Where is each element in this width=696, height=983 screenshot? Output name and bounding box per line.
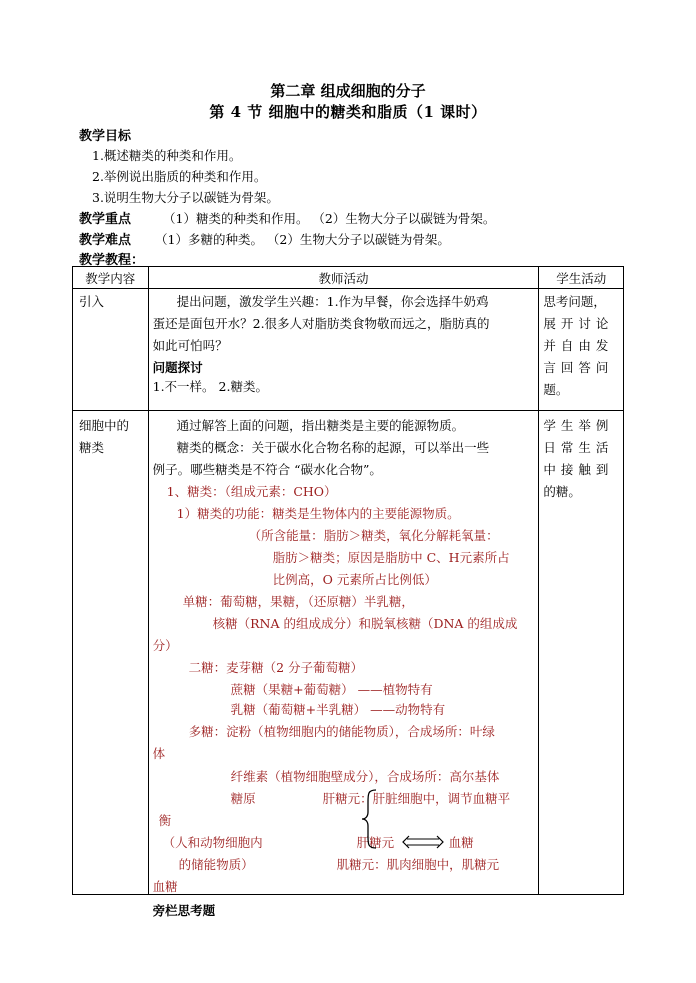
monosaccharide-line: 单糖：葡萄糖，果糖，（还原糖）半乳糖， bbox=[182, 594, 414, 609]
row1-student-line: 并自由发 bbox=[543, 338, 614, 353]
objectives-heading: 教学目标 bbox=[79, 129, 132, 144]
objective-item: 3.说明生物大分子以碳链为骨架。 bbox=[92, 190, 279, 205]
row2-content-cell bbox=[73, 411, 149, 895]
table-header-row bbox=[73, 267, 624, 289]
process-heading: 教学教程： bbox=[79, 253, 145, 268]
header-student: 学生活动 bbox=[539, 267, 624, 289]
row2-content-line: 糖类 bbox=[79, 440, 105, 455]
glycogen-label: 糖原 bbox=[230, 791, 256, 806]
glycogen-note: （人和动物细胞内 bbox=[162, 835, 263, 850]
disaccharide-line: 二糖：麦芽糖（2 分子葡萄糖） bbox=[188, 660, 364, 675]
polysaccharide-line: 多糖：淀粉（植物细胞内的储能物质），合成场所：叶绿 bbox=[188, 724, 495, 739]
muscle-glycogen-line: 肌糖元：肌肉细胞中，肌糖元 bbox=[336, 857, 500, 872]
row1-teacher-line: 提出问题，激发学生兴趣：1.作为早餐，你会选择牛奶鸡 bbox=[176, 294, 489, 309]
lesson-table bbox=[72, 266, 624, 918]
key-points-text: （1）糖类的种类和作用。 （2）生物大分子以碳链为骨架。 bbox=[163, 211, 496, 226]
table-row bbox=[73, 289, 624, 411]
difficult-points-heading: 教学难点 bbox=[79, 233, 132, 248]
monosaccharide-line: 分） bbox=[152, 638, 178, 653]
row1-teacher-line: 蛋还是面包开水？2.很多人对脂肪类食物敬而远之，脂肪真的 bbox=[152, 316, 490, 331]
row2-student-cell bbox=[539, 411, 624, 895]
discussion-answer: 1.不一样。 2.糖类。 bbox=[152, 379, 268, 394]
conversion-from: 肝糖元 bbox=[356, 835, 395, 850]
row1-student-cell bbox=[539, 289, 624, 411]
chapter-title: 第二章 组成细胞的分子 bbox=[270, 82, 426, 100]
muscle-glycogen-line: 血糖 bbox=[152, 879, 178, 894]
table-row bbox=[73, 411, 624, 895]
row2-intro-line: 例子。哪些糖类是不符合 “碳水化合物”。 bbox=[152, 462, 382, 477]
row2-content-line: 细胞中的 bbox=[79, 418, 130, 433]
row2-intro-line: 通过解答上面的问题，指出糖类是主要的能源物质。 bbox=[176, 418, 465, 433]
objective-item: 2.举例说出脂质的种类和作用。 bbox=[92, 169, 267, 184]
polysaccharide-line: 体 bbox=[152, 746, 166, 761]
row1-student-line: 题。 bbox=[543, 382, 569, 397]
row1-content-cell bbox=[73, 289, 149, 411]
row2-student-line: 日常生活 bbox=[543, 440, 614, 455]
disaccharide-line: 乳糖（葡萄糖+半乳糖） ——动物特有 bbox=[230, 702, 446, 717]
disaccharide-line: 蔗糖（果糖+葡萄糖） ——植物特有 bbox=[230, 682, 433, 697]
difficult-points-text: （1）多糖的种类。 （2）生物大分子以碳链为骨架。 bbox=[155, 232, 450, 247]
row2-intro-line: 糖类的概念：关于碳水化合物名称的起源，可以举出一些 bbox=[176, 440, 490, 455]
header-teacher: 教师活动 bbox=[148, 267, 539, 289]
energy-note: 脂肪＞糖类；原因是脂肪中 C、H元素所占 bbox=[272, 550, 510, 565]
brace-icon bbox=[360, 788, 380, 850]
row1-student-line: 思考问题， bbox=[543, 294, 606, 309]
discussion-heading: 问题探讨 bbox=[152, 360, 203, 375]
key-points-heading: 教学重点 bbox=[79, 212, 132, 227]
sugar-function: 1）糖类的功能：糖类是生物体内的主要能源物质。 bbox=[176, 506, 460, 521]
energy-note: （所含能量：脂肪＞糖类，氧化分解耗氧量： bbox=[248, 528, 499, 543]
liver-glycogen-line: 衡 bbox=[158, 813, 172, 828]
monosaccharide-line: 核糖（RNA 的组成成分）和脱氧核糖（DNA 的组成成 bbox=[212, 616, 518, 631]
row1-student-line: 言回答问 bbox=[543, 360, 614, 375]
header-content: 教学内容 bbox=[73, 267, 149, 289]
row2-student-line: 的糖。 bbox=[543, 484, 581, 499]
sidebar-heading: 旁栏思考题 bbox=[152, 903, 216, 918]
objective-item: 1.概述糖类的种类和作用。 bbox=[92, 148, 242, 163]
row1-content: 引入 bbox=[79, 294, 105, 309]
liver-glycogen-line: 肝糖元：肝脏细胞中，调节血糖平 bbox=[322, 791, 511, 806]
row1-student-line: 展开讨论 bbox=[543, 316, 614, 331]
row1-teacher-cell bbox=[148, 289, 539, 411]
polysaccharide-line: 纤维素（植物细胞壁成分），合成场所：高尔基体 bbox=[230, 769, 500, 784]
section-title: 第 4 节 细胞中的糖类和脂质（1 课时） bbox=[209, 103, 487, 121]
row1-teacher-line: 如此可怕吗？ bbox=[152, 338, 228, 353]
energy-note: 比例高，O 元素所占比例低） bbox=[272, 572, 437, 587]
row2-student-line: 学生举例 bbox=[543, 418, 614, 433]
sugar-heading: 1、糖类：（组成元素：CHO） bbox=[166, 484, 337, 499]
conversion-to: 血糖 bbox=[448, 835, 474, 850]
glycogen-note: 的储能物质） bbox=[178, 857, 254, 872]
row2-teacher-cell bbox=[148, 411, 539, 918]
row2-student-line: 中接触到 bbox=[543, 462, 614, 477]
double-arrow-icon bbox=[401, 835, 445, 849]
